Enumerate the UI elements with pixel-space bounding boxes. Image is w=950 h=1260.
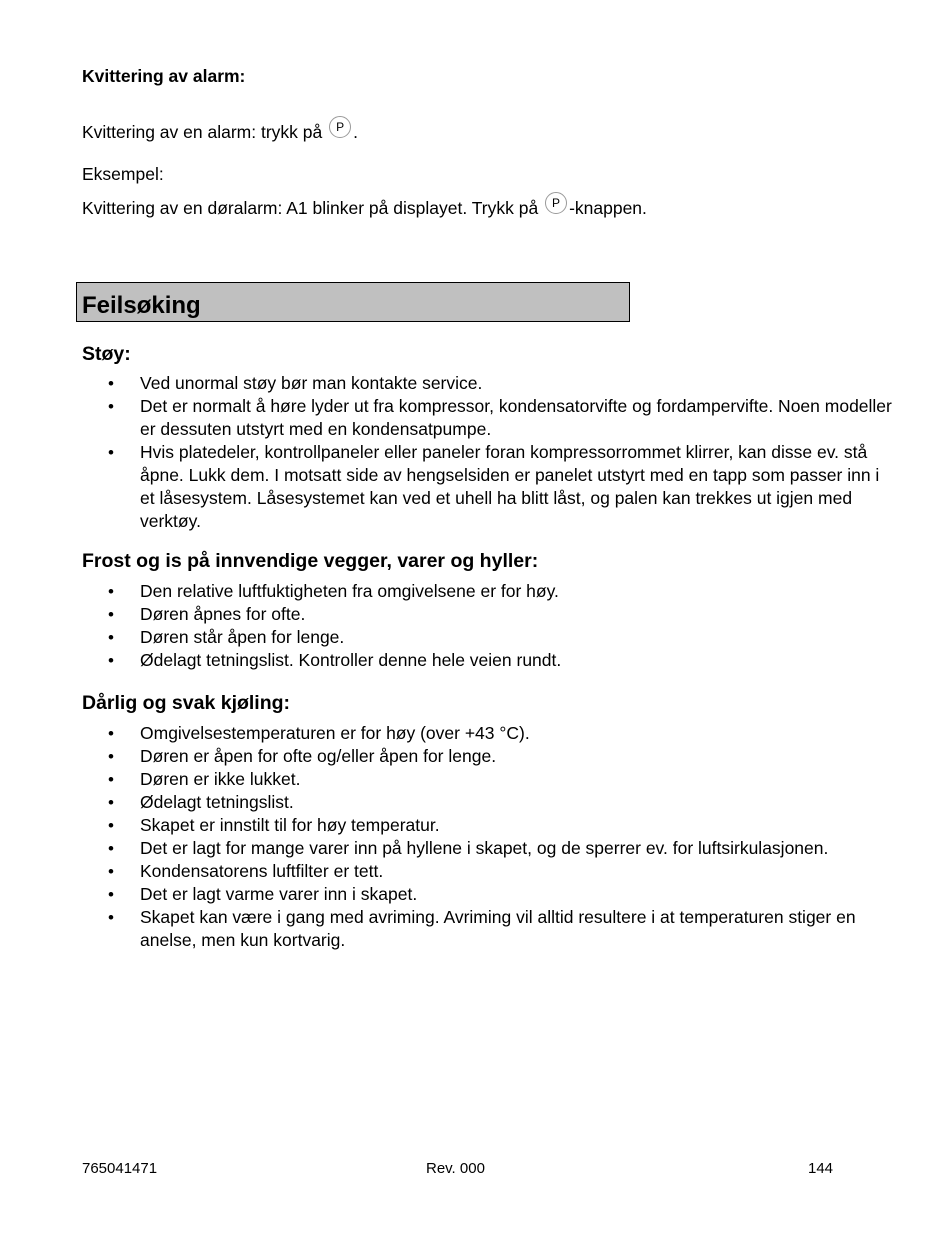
list-item: • Ødelagt tetningslist.	[108, 791, 898, 814]
alarm-line-2-end: -knappen.	[569, 198, 647, 218]
section-header	[76, 282, 630, 322]
list-item: • Døren er åpen for ofte og/eller åpen for lenge.	[108, 745, 898, 768]
list-item: • Døren åpnes for ofte.	[108, 603, 898, 626]
list-item: • Det er lagt varme varer inn i skapet.	[108, 883, 898, 906]
list-item: • Det er lagt for mange varer inn på hyllene i skapet, og de sperrer ev. for luftsirkulasjonen.	[108, 837, 898, 860]
example-label: Eksempel:	[82, 164, 164, 184]
list-item: • Skapet er innstilt til for høy temperatur.	[108, 814, 898, 837]
list-item: • Det er normalt å høre lyder ut fra kompressor, kondensatorvifte og fordampervifte. Noen modeller er dessuten utstyrt med en kondensatpumpe.	[108, 395, 898, 441]
list-item: • Skapet kan være i gang med avriming. Avriming vil alltid resultere i at temperaturen stiger en anelse, men kun kortvarig.	[108, 906, 898, 952]
list-item: • Omgivelsestemperaturen er for høy (over +43 °C).	[108, 722, 898, 745]
alarm-line-2-text: Kvittering av en døralarm: A1 blinker på displayet. Trykk på	[82, 198, 539, 218]
list-item: • Døren er ikke lukket.	[108, 768, 898, 791]
noise-list	[108, 372, 898, 533]
list-item: • Ved unormal støy bør man kontakte service.	[108, 372, 898, 395]
p-button-icon: P	[329, 116, 351, 138]
cooling-list	[108, 722, 898, 952]
section-title: Feilsøking	[82, 292, 201, 319]
footer-page-number: 144	[808, 1160, 834, 1177]
noise-heading: Støy:	[82, 343, 131, 365]
p-button-icon: P	[545, 192, 567, 214]
footer-revision: Rev. 000	[426, 1160, 485, 1177]
list-item: • Kondensatorens luftfilter er tett.	[108, 860, 898, 883]
list-item: • Ødelagt tetningslist. Kontroller denne hele veien rundt.	[108, 649, 898, 672]
list-item: • Døren står åpen for lenge.	[108, 626, 898, 649]
list-item: • Den relative luftfuktigheten fra omgivelsene er for høy.	[108, 580, 898, 603]
frost-list	[108, 580, 898, 672]
alarm-heading: Kvittering av alarm:	[82, 66, 246, 86]
cooling-heading: Dårlig og svak kjøling:	[82, 692, 291, 714]
alarm-line-1-end: .	[353, 122, 358, 142]
list-item: • Hvis platedeler, kontrollpaneler eller paneler foran kompressorrommet klirrer, kan disse ev. stå åpne. Lukk dem. I motsatt side av hengselsiden er panelet utstyrt med en tapp som passer inn i et låsesystem. Låsesystemet kan ved et uhell ha blitt låst, og palen kan trekkes ut igjen med verktøy.	[108, 441, 898, 533]
alarm-line-1	[82, 116, 358, 143]
alarm-line-1-text: Kvittering av en alarm: trykk på	[82, 122, 323, 142]
frost-heading: Frost og is på innvendige vegger, varer og hyller:	[82, 550, 539, 572]
alarm-line-2	[82, 192, 647, 219]
footer-doc-number: 765041471	[82, 1160, 158, 1177]
